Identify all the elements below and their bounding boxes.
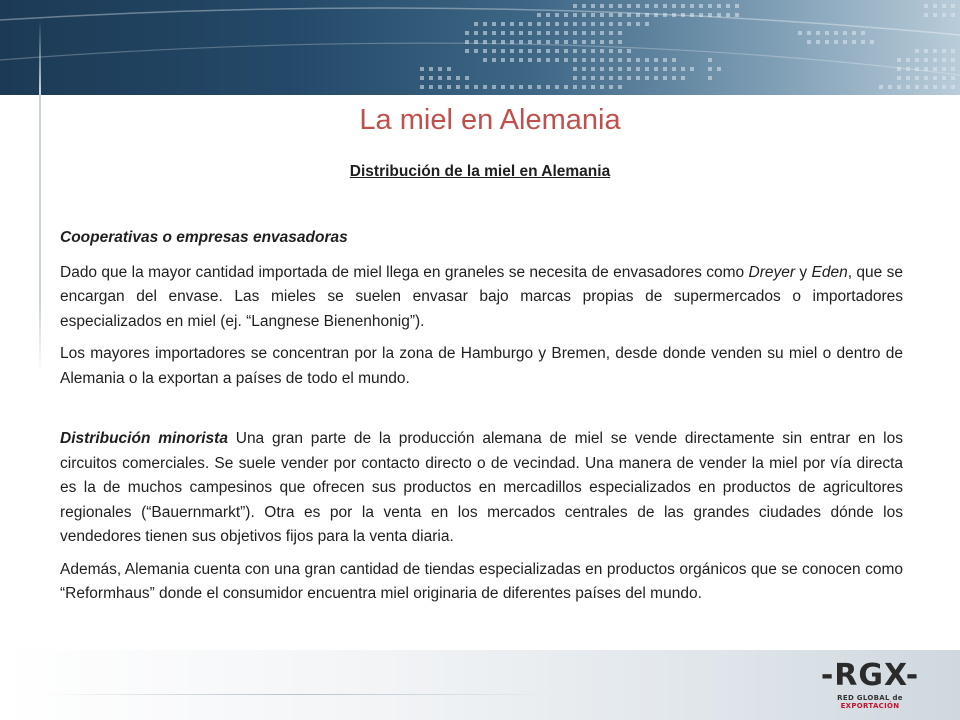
paragraph-reformhaus: Además, Alemania cuenta con una gran cantidad de tiendas especializadas en productos orgánicos que se conocen como “Reformhaus” donde el consumidor encuentra miel originaria de diferentes países del mundo.: [60, 560, 903, 602]
paragraph-text: Una gran parte de la producción alemana de miel se vende directamente sin entrar en los circuitos comerciales. Se suele vender por contacto directo o de vecindad. Una manera de vender la miel por vía directa es la de muchos campesinos que ofrecen sus productos en mercadillos especializados en productos de agricultores regionales (“Bauernmarkt”). Otra es por la venta en los mercados centrales de las grandes ciudades dónde los vendedores tienen sus objetivos fijos para la venta diaria.: [60, 430, 903, 545]
paragraph-text: Dado que la mayor cantidad importada de miel llega en graneles se necesita de envasadores como: [60, 263, 749, 281]
logo-tagline-accent: EXPORTACIÓN: [840, 702, 900, 710]
header-banner: [0, 0, 960, 95]
paragraph-distribucion-minorista: [60, 427, 903, 550]
logo-tagline: [810, 694, 930, 710]
logo-mark: -RGX-: [820, 658, 920, 693]
world-map-dots-decoration: [0, 0, 960, 95]
slide-subtitle: Distribución de la miel en Alemania: [349, 163, 611, 180]
rgx-logo: [810, 660, 930, 708]
logo-tagline-part: RED GLOBAL de: [837, 694, 903, 702]
section-heading-minorista: Distribución minorista: [60, 430, 228, 447]
paragraph-text: y: [795, 263, 812, 281]
slide-body: [60, 226, 903, 607]
brand-name: Dreyer: [748, 263, 796, 281]
section-heading-cooperativas: Cooperativas o empresas envasadoras: [60, 229, 348, 246]
paragraph-envasadores: [60, 261, 903, 335]
paragraph-importadores: Los mayores importadores se concentran por la zona de Hamburgo y Bremen, desde donde venden su miel o dentro de Alemania o la exportan a países de todo el mundo.: [60, 345, 903, 387]
footer-divider: [40, 694, 560, 695]
paragraph-text: , que se encargan del envase. Las mieles se suelen envasar bajo marcas propias de supermercados o importadores especializados en miel (ej. “Langnese Bienenhonig”).: [60, 263, 903, 330]
decorative-vertical-line: [39, 20, 41, 375]
slide-title: La miel en Alemania: [359, 104, 621, 136]
brand-name: Eden: [811, 263, 848, 281]
